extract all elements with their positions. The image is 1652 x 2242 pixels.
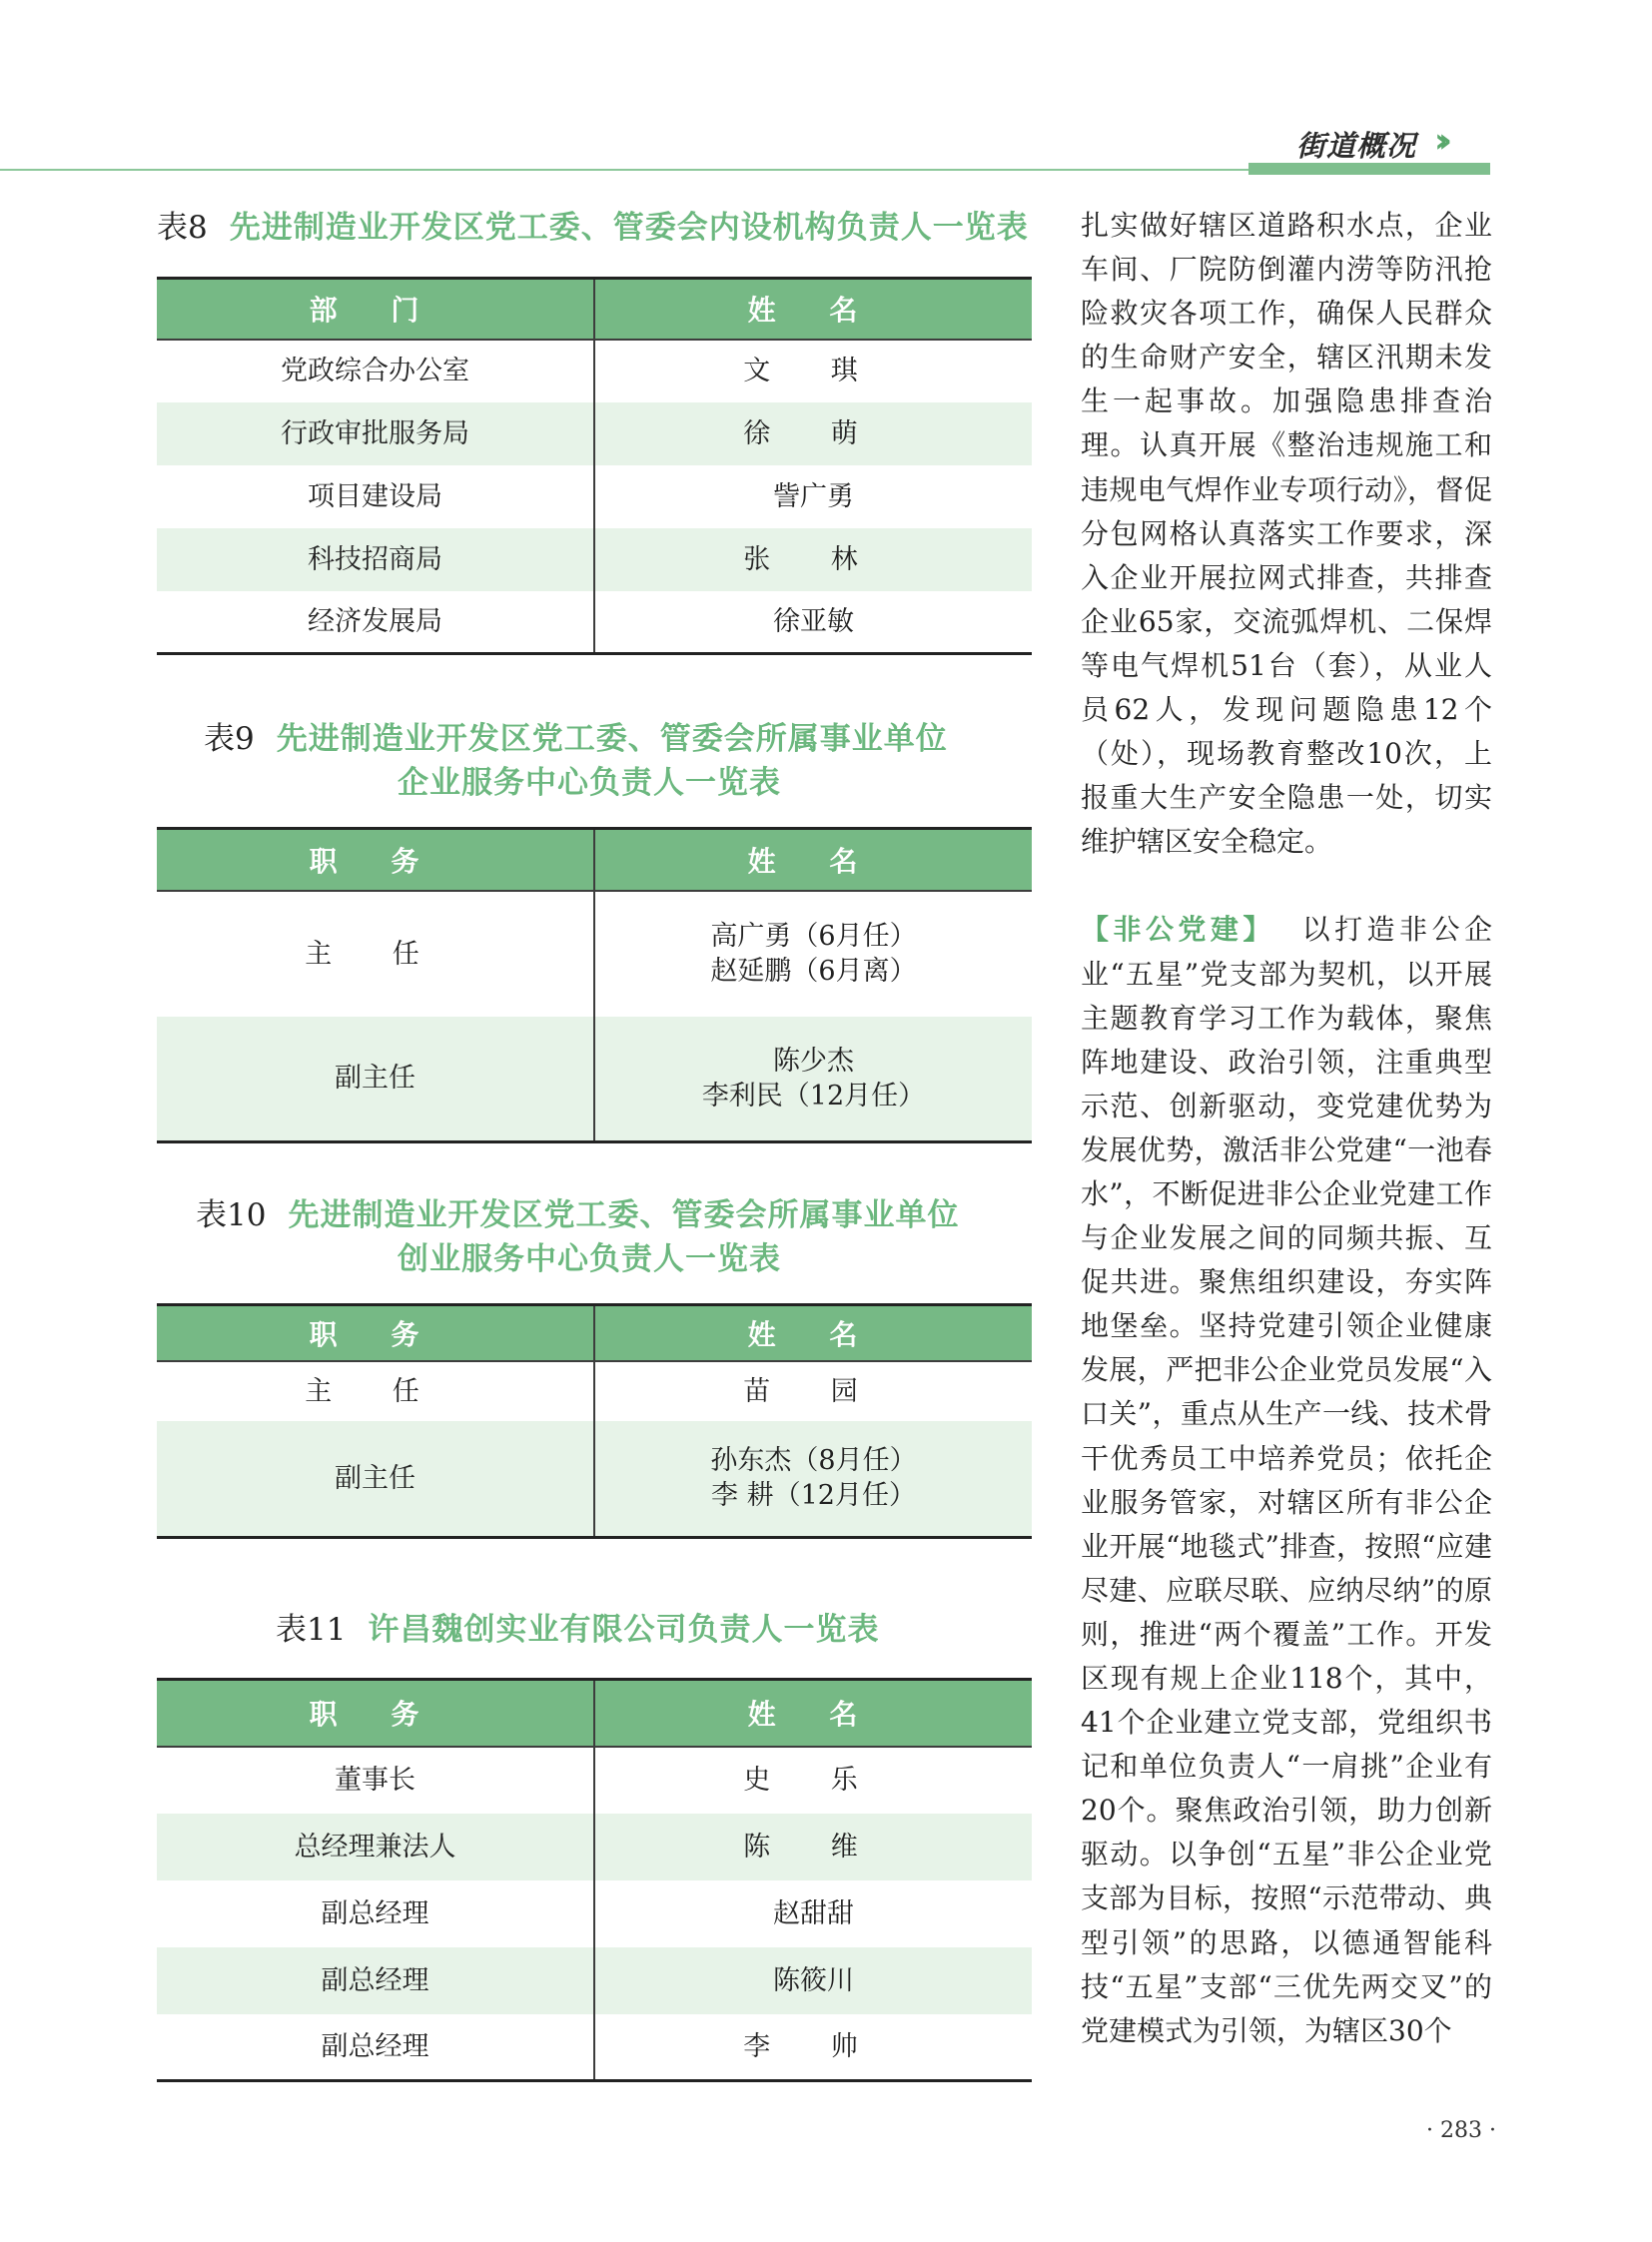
name-entry: 陈少杰 — [773, 1045, 854, 1077]
table8-title: 先进制造业开发区党工委、管委会内设机构负责人一览表 — [229, 210, 1029, 246]
table9-title-line1: 先进制造业开发区党工委、管委会所属事业单位 — [276, 721, 948, 757]
table-cell: 主 任 — [157, 891, 594, 1017]
name-entry: 孙东杰（8月任） — [710, 1445, 917, 1477]
table-row — [157, 591, 1032, 654]
table9-number: 表9 — [204, 721, 255, 757]
table-cell: 李 帅 — [594, 2014, 1032, 2081]
double-chevron-icon: ›› — [1434, 121, 1443, 161]
name-entry: 李 耕（12月任） — [711, 1480, 916, 1512]
table-row — [157, 1361, 1032, 1421]
table-cell: 文 琪 — [743, 356, 884, 386]
table11-number: 表11 — [276, 1612, 347, 1648]
table-row — [157, 465, 1032, 528]
paragraph-body: 以打造非公企业“五星”党支部为契机，以开展主题教育学习工作为载体，聚焦阵地建设、政治引领，注重典型示范、创新驱动，变党建优势为发展优势，激活非公党建“一池春水”，不断促进非公企业党建工作与企业发展之间的同频共振、互促共进。聚焦组织建设，夯实阵地堡垒。坚持党建引领企业健康发展，严把非公企业党员发展“入口关”，重点从生产一线、技术骨干优秀员工中培养党员；依托企业服务管家，对辖区所有非公企业开展“地毯式”排查，按照“应建尽建、应联尽联、应纳尽纳”的原则，推进“两个覆盖”工作。开发区现有规上企业118个，其中，41个企业建立党支部，党组织书记和单位负责人“一肩挑”企业有20个。聚焦政治引领，助力创新驱动。以争创“五星”非公企业党支部为目标，按照“示范带动、典型引领”的思路，以德通智能科技“五星”支部“三优先两交叉”的党建模式为引领，为辖区30个 — [1081, 913, 1492, 2047]
page-number: · 283 · — [1426, 2118, 1496, 2143]
table11-caption — [276, 1608, 879, 1652]
table8-header-name: 姓 名 — [594, 279, 1032, 340]
table-cell: 徐 萌 — [594, 402, 1032, 465]
table11-header-post: 职 务 — [157, 1680, 594, 1747]
table-row — [157, 1017, 1032, 1142]
table-row — [157, 2014, 1032, 2081]
table-cell: 陈 维 — [594, 1814, 1032, 1880]
table-cell — [594, 891, 1032, 1017]
table-cell: 副总经理 — [157, 1947, 594, 2014]
name-entry: 赵延鹏（6月离） — [710, 956, 917, 987]
table-cell: 主 任 — [157, 1361, 594, 1421]
table8-caption — [157, 206, 1029, 250]
table-row — [157, 891, 1032, 1017]
table-cell: 行政审批服务局 — [157, 402, 594, 465]
table-cell: 科技招商局 — [157, 528, 594, 591]
table10-title-line1: 先进制造业开发区党工委、管委会所属事业单位 — [288, 1197, 960, 1233]
table8-number: 表8 — [157, 210, 208, 246]
right-column-text — [1081, 204, 1492, 2053]
paragraph-party-building — [1081, 908, 1492, 2052]
table9-caption — [204, 717, 948, 761]
table10-header-post: 职 务 — [157, 1305, 594, 1361]
paragraph-safety: 扎实做好辖区道路积水点，企业车间、厂院防倒灌内涝等防汛抢险救灾各项工作，确保人民群众的生命财产安全，辖区汛期未发生一起事故。加强隐患排查治理。认真开展《整治违规施工和违规电气焊作业专项行动》，督促分包网格认真落实工作要求，深入企业开展拉网式排查，共排查企业65家，交流弧焊机、二保焊等电气焊机51台（套），从业人员62人，发现问题隐患12个（处），现场教育整改10次，上报重大生产安全隐患一处，切实维护辖区安全稳定。 — [1081, 209, 1492, 859]
table-cell: 项目建设局 — [157, 465, 594, 528]
name-entry: 李利民（12月任） — [701, 1080, 926, 1112]
table-row — [157, 402, 1032, 465]
table10-caption — [196, 1193, 959, 1237]
table-cell: 副总经理 — [157, 2014, 594, 2081]
table-cell: 赵甜甜 — [773, 1897, 854, 1929]
table8 — [157, 277, 1032, 655]
table-row — [157, 1814, 1032, 1880]
table-cell: 副主任 — [157, 1017, 594, 1142]
table11 — [157, 1678, 1032, 2082]
table10-title-line2: 创业服务中心负责人一览表 — [398, 1241, 781, 1277]
table-cell: 徐亚敏 — [594, 591, 1032, 654]
table9-caption-line2 — [398, 761, 781, 805]
table-row — [157, 1947, 1032, 2014]
table9 — [157, 827, 1032, 1143]
table-row — [157, 528, 1032, 591]
table-cell: 党政综合办公室 — [157, 340, 594, 402]
table10 — [157, 1303, 1032, 1539]
table-cell: 苗 园 — [743, 1375, 884, 1407]
table10-number: 表10 — [196, 1197, 267, 1233]
table10-caption-line2 — [398, 1237, 781, 1281]
table-row — [157, 340, 1032, 402]
table9-header-post: 职 务 — [157, 829, 594, 891]
section-tag: 【非公党建】 — [1081, 913, 1275, 947]
section-title: 街道概况 — [1296, 129, 1417, 163]
table-cell: 董事长 — [157, 1747, 594, 1814]
table-cell: 经济发展局 — [157, 591, 594, 654]
table-cell: 訾广勇 — [773, 480, 854, 512]
table11-title: 许昌魏创实业有限公司负责人一览表 — [368, 1612, 880, 1648]
table8-header-dept: 部 门 — [157, 279, 594, 340]
table-cell — [594, 1421, 1032, 1538]
table9-title-line2: 企业服务中心负责人一览表 — [398, 765, 781, 801]
table9-header-name: 姓 名 — [594, 829, 1032, 891]
table10-header-name: 姓 名 — [594, 1305, 1032, 1361]
table-row — [157, 1880, 1032, 1947]
table11-header-name: 姓 名 — [594, 1680, 1032, 1747]
table-cell — [594, 1017, 1032, 1142]
table-cell: 总经理兼法人 — [157, 1814, 594, 1880]
table-row — [157, 1421, 1032, 1538]
table-cell: 副主任 — [157, 1421, 594, 1538]
name-entry: 高广勇（6月任） — [710, 921, 917, 952]
table-cell: 副总经理 — [157, 1880, 594, 1947]
table-row — [157, 1747, 1032, 1814]
table-cell: 张 林 — [594, 528, 1032, 591]
table-cell: 史 乐 — [743, 1765, 884, 1796]
table-cell: 陈筱川 — [594, 1947, 1032, 2014]
